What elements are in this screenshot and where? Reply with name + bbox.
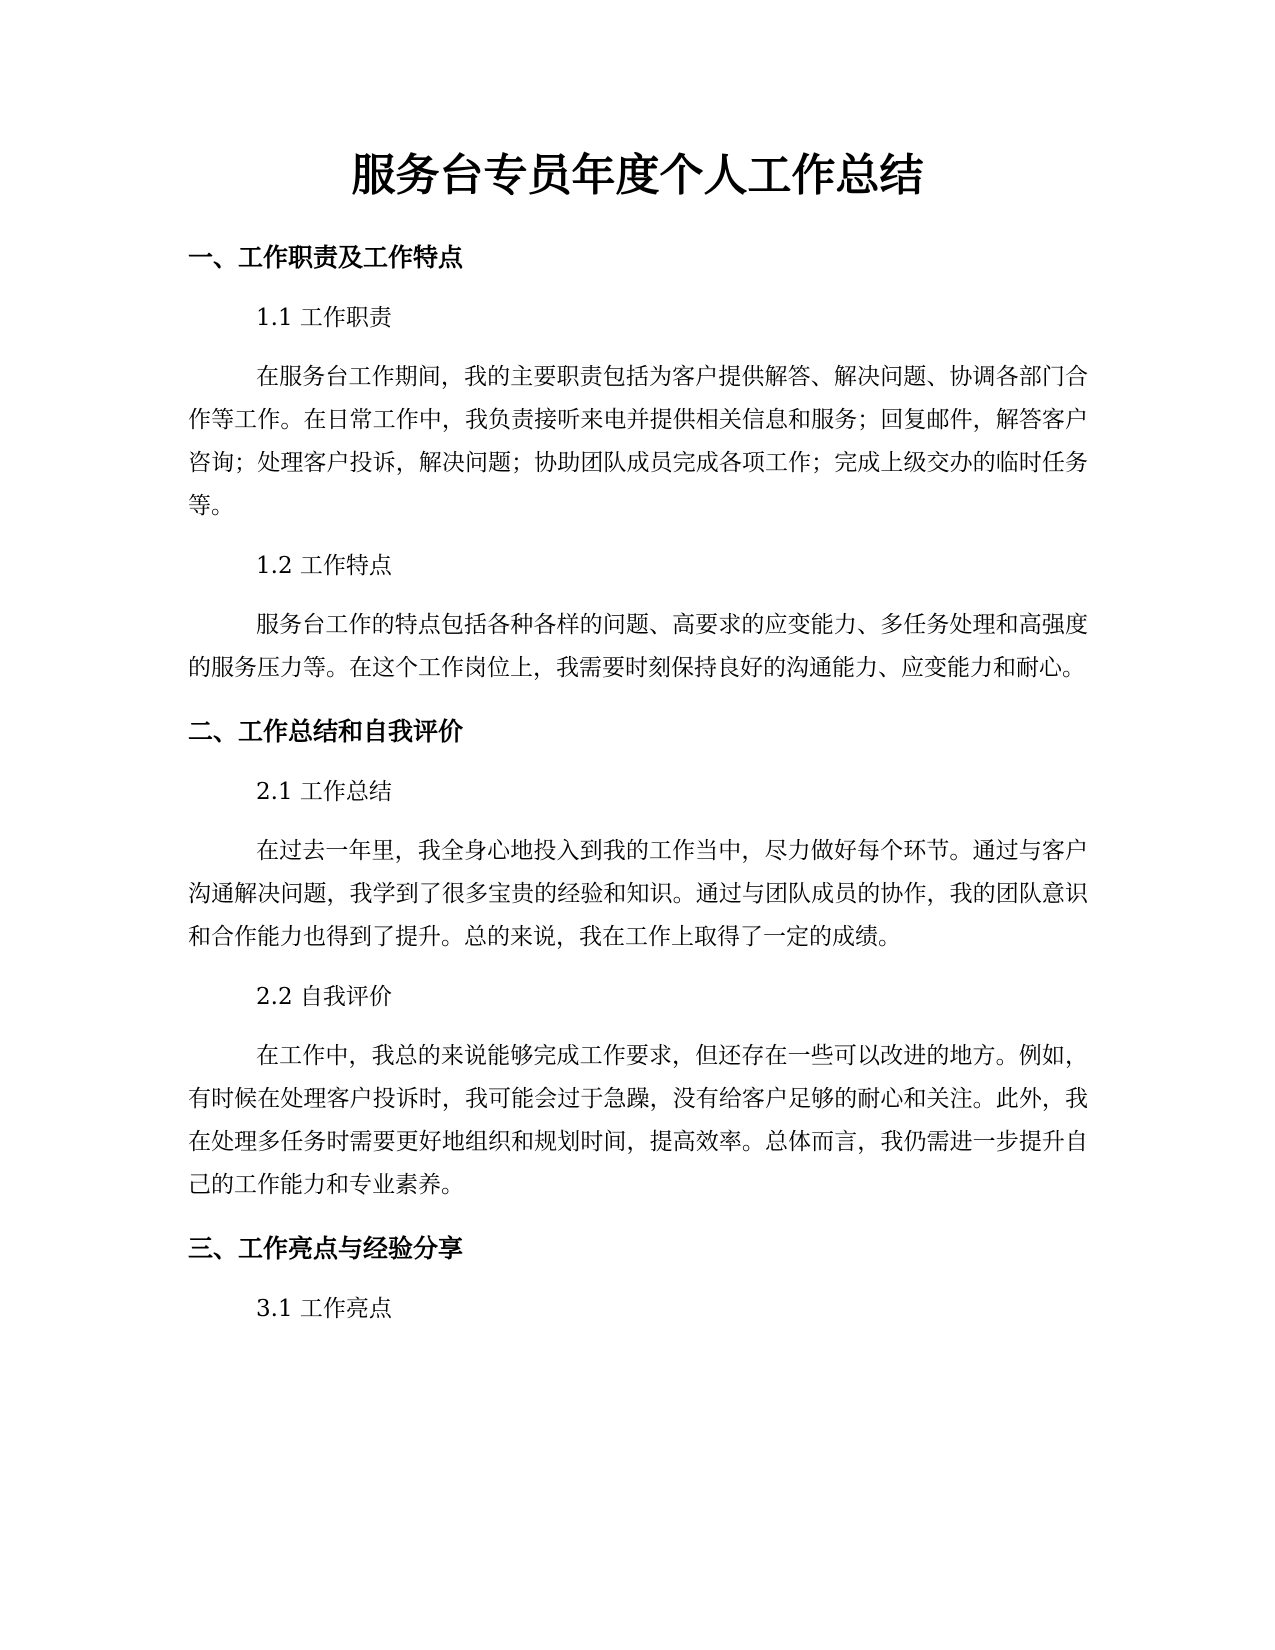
subsection-heading: 2.1 工作总结 bbox=[256, 779, 392, 805]
section-heading: 二、工作总结和自我评价 bbox=[188, 717, 464, 746]
paragraph: 服务台工作的特点包括各种各样的问题、高要求的应变能力、多任务处理和高强度的服务压力等。在这个工作岗位上，我需要时刻保持良好的沟通能力、应变能力和耐心。 bbox=[188, 612, 1088, 681]
subsection-heading: 1.1 工作职责 bbox=[256, 305, 392, 331]
section-heading: 一、工作职责及工作特点 bbox=[188, 243, 464, 272]
document-body bbox=[188, 240, 1088, 1347]
paragraph: 在工作中，我总的来说能够完成工作要求，但还存在一些可以改进的地方。例如，有时候在处理客户投诉时，我可能会过于急躁，没有给客户足够的耐心和关注。此外，我在处理多任务时需要更好地组织和规划时间，提高效率。总体而言，我仍需进一步提升自己的工作能力和专业素养。 bbox=[188, 1043, 1088, 1198]
paragraph: 在服务台工作期间，我的主要职责包括为客户提供解答、解决问题、协调各部门合作等工作。在日常工作中，我负责接听来电并提供相关信息和服务；回复邮件，解答客户咨询；处理客户投诉，解决问题；协助团队成员完成各项工作；完成上级交办的临时任务等。 bbox=[188, 364, 1088, 519]
section-heading: 三、工作亮点与经验分享 bbox=[188, 1234, 464, 1263]
subsection-heading: 1.2 工作特点 bbox=[256, 553, 392, 579]
subsection-heading: 2.2 自我评价 bbox=[256, 984, 392, 1010]
paragraph: 在过去一年里，我全身心地投入到我的工作当中，尽力做好每个环节。通过与客户沟通解决问题，我学到了很多宝贵的经验和知识。通过与团队成员的协作，我的团队意识和合作能力也得到了提升。总的来说，我在工作上取得了一定的成绩。 bbox=[188, 838, 1088, 950]
document-title: 服务台专员年度个人工作总结 bbox=[351, 150, 924, 201]
subsection-heading: 3.1 工作亮点 bbox=[256, 1296, 392, 1322]
